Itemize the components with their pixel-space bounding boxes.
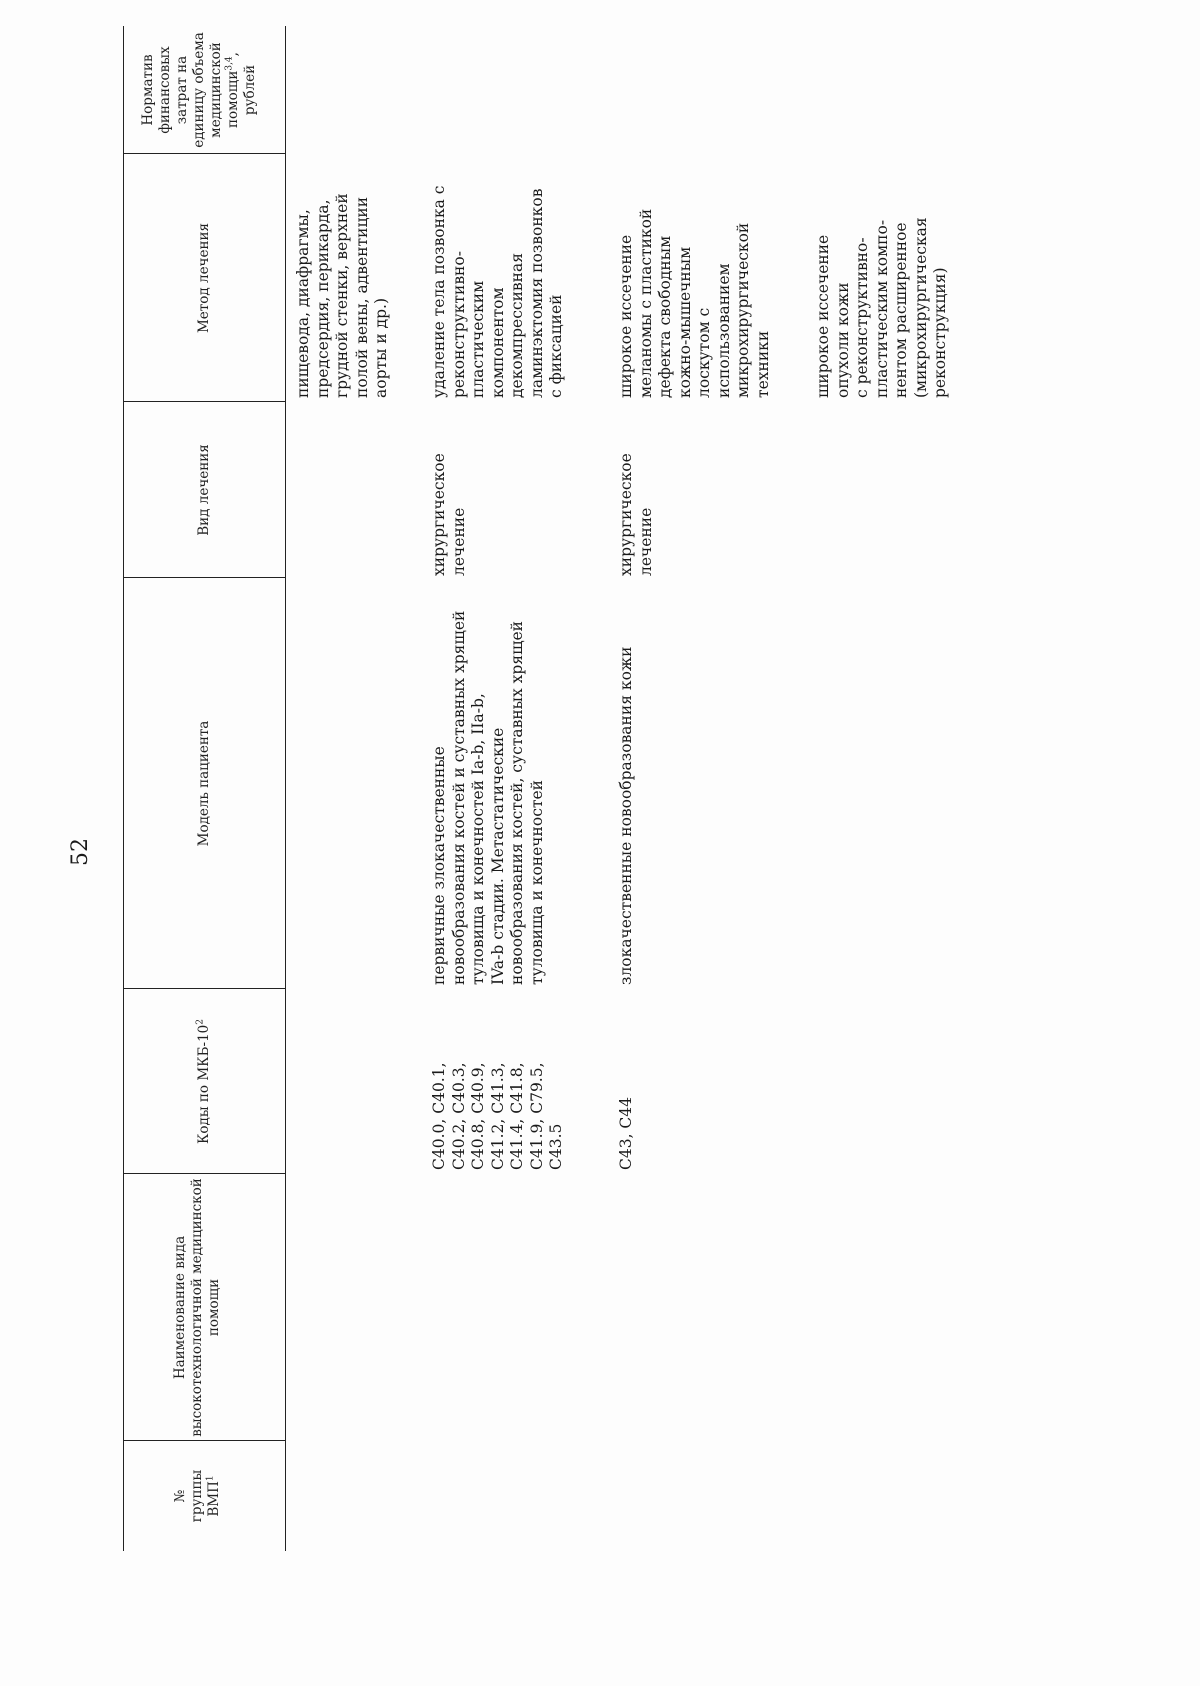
row1-method: удаление тела позвонка с реконструктивно- пластическим компонентом декомпрессивная ламинэктомия позвонков с фиксацией <box>430 185 565 398</box>
header-icd-codes: Коды по МКБ-$10^2$ <box>195 1019 212 1145</box>
header-financial-norm: Норматив финансовых затрат на единицу объема медицинской помощи$^{3,4}$, рублей <box>140 32 258 148</box>
row2-treatment-type: хирургическое лечение <box>617 453 655 576</box>
header-treatment-type: Вид лечения <box>196 444 212 536</box>
row1-treatment-type: хирургическое лечение <box>430 453 468 576</box>
row2-patient-model: злокачественные новообразования кожи <box>617 646 635 985</box>
row2-codes: C43, C44 <box>617 1096 635 1170</box>
row1-patient-model: первичные злокачественные новообразования костей и суставных хрящей туловища и конечностей Ia-b, IIa-b, IVa-b стадии. Метастатические новообразования костей, суставных хрящей туловища и конечностей <box>430 610 546 985</box>
header-patient-model: Модель пациента <box>196 720 212 847</box>
header-treatment-method: Метод лечения <box>196 223 212 334</box>
row0-method: пищевода, диафрагмы, предсердия, перикарда, грудной стенки, верхней полой вены, адвентиции аорты и др.) <box>294 193 390 398</box>
header-vmp-name: Наименование вида высокотехнологичной медицинской помощи <box>172 1178 222 1437</box>
row1-codes: C40.0, C40.1, C40.2, C40.3, C40.8, C40.9, C41.2, C41.3, C41.4, C41.8, C41.9, C79.5, C43.5 <box>430 1062 565 1170</box>
table-header-rule <box>285 26 286 1551</box>
header-group-number: № группы ВМП$^1$ <box>172 1469 222 1523</box>
table-top-rule <box>123 26 124 1551</box>
row2-method: широкое иссечение меланомы с пластикой дефекта свободным кожно-мышечным лоскутом с использованием микрохирургической техники <box>617 208 772 398</box>
row3-method: широкое иссечение опухоли кожи с реконструктивно- пластическим компо- нентом расширенное (микрохирургическая реконструкция) <box>814 217 949 398</box>
page-number: 52 <box>68 838 93 866</box>
